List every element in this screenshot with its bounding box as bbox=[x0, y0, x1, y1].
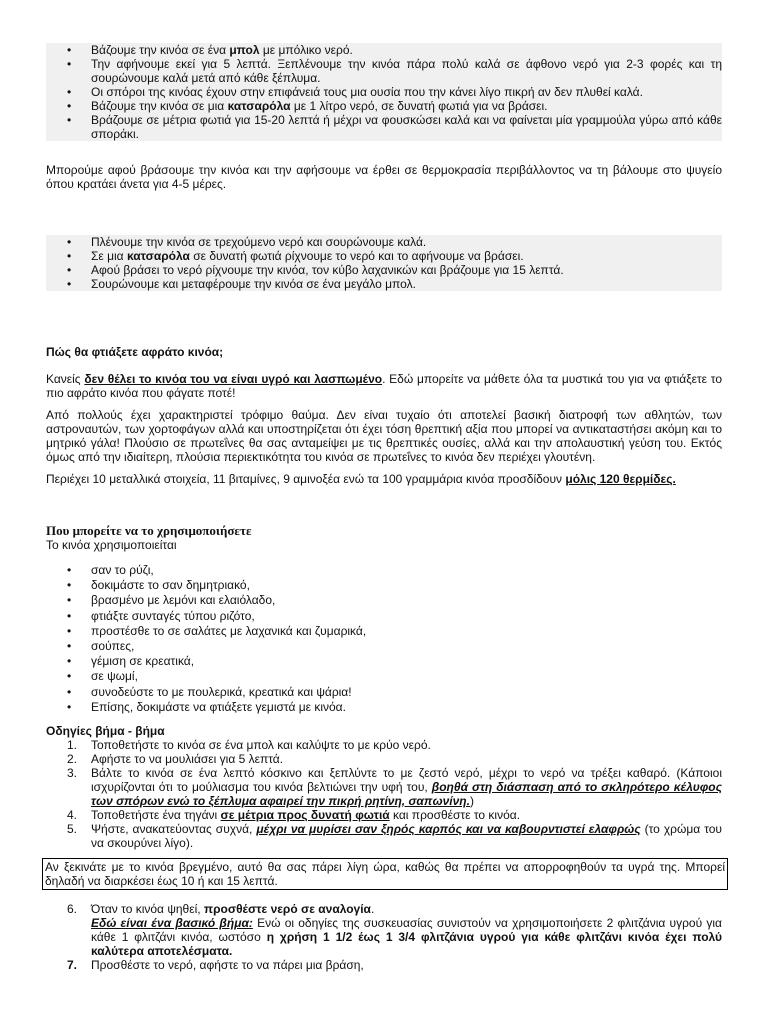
list-item bbox=[46, 99, 722, 113]
cooking-steps-list-2 bbox=[46, 235, 722, 291]
step-number: 7. bbox=[67, 958, 78, 972]
list-item: • Επίσης, δοκιμάστε να φτιάξετε γεμιστά με κινόα. bbox=[46, 700, 722, 715]
storage-paragraph bbox=[46, 163, 722, 191]
text-run: Όταν το κινόα ψηθεί, bbox=[91, 902, 204, 916]
list-item: • γέμιση σε κρεατικά, bbox=[46, 654, 722, 669]
text-run: Την αφήνουμε εκεί για 5 λεπτά. Ξεπλένουμε την κινόα πάρα πολύ καλά σε άφθονο νερό για 2-3 φορές και τη σουρώνουμε καλά μετά από κάθε ξέπλυμα. bbox=[91, 57, 722, 85]
uses-list bbox=[46, 563, 722, 715]
text-run: Τοποθετήστε το κινόα σε ένα μπολ και καλύψτε το με κρύο νερό. bbox=[91, 738, 431, 752]
bold-text: κατσαρόλα bbox=[227, 99, 291, 113]
list-item bbox=[46, 85, 722, 99]
uses-list-container bbox=[46, 563, 722, 715]
boxed-note-text: Αν ξεκινάτε με το κινόα βρεγμένο, αυτό θα σας πάρει λίγη ώρα, καθώς θα πρέπει να απορροφηθούν τα υγρά της. Μπορεί δηλαδή να διαρκέσει έως 10 ή και 15 λεπτά. bbox=[45, 860, 725, 888]
list-item: • προστέσθε το σε σαλάτες με λαχανικά και ζυμαρικά, bbox=[46, 624, 722, 639]
bold-text: η χρήση 1 1/2 έως 1 3/4 φλιτζάνια υγρού για κάθε φλιτζάνι κινόα έχει πολύ καλύτερα αποτελέσματα. bbox=[91, 930, 723, 958]
text-run: Από πολλούς έχει χαρακτηριστεί τρόφιμο θαύμα. Δεν είναι τυχαίο ότι αποτελεί βασική διατροφή των αθλητών, των αστροναυτών, των χορτοφάγων αλλά και υποστηρίζεται ότι έχει τόση θρεπτική αξία που μπορεί να αντικαταστήσει ακόμη και το μητρικό γάλα! Πλούσιο σε πρωτεΐνες θα σας ανταμείψει με τις θρεπτικές ουσίες, αλλά και την απολαυστική γεύση του. Εκτός όμως από την ιδιαίτερη, πλούσια περιεκτικότητα του κινόα σε πρωτεΐνες το κινόα δεν περιέχει γλουτένη. bbox=[46, 408, 722, 464]
steps-list-2 bbox=[46, 902, 722, 972]
emphasis-text: Εδώ είναι ένα βασικό βήμα: bbox=[91, 916, 253, 930]
step-item bbox=[46, 902, 722, 958]
text-run: Αφήστε το να μουλιάσει για 5 λεπτά. bbox=[91, 752, 284, 766]
list-item: • βρασμένο με λεμόνι και ελαιόλαδο, bbox=[46, 593, 722, 608]
steps-list bbox=[46, 738, 722, 850]
text-run: Βάζουμε την κινόα σε μια bbox=[91, 99, 228, 113]
list-item: • συνοδεύστε το με πουλερικά, κρεατικά και ψάρια! bbox=[46, 685, 722, 700]
text-run: Βράζουμε σε μέτρια φωτιά για 15-20 λεπτά ή μέχρι να φουσκώσει καλά και να φαίνεται μία γραμμούλα γύρω από κάθε σποράκι. bbox=[91, 113, 722, 141]
list-item bbox=[46, 113, 722, 141]
list-item: • σούπες, bbox=[46, 639, 722, 654]
text-run: . Εδώ μπορείτε να μάθετε όλα τα μυστικά του για να φτιάξετε το πιο αφράτο κινόα που φάγατε ποτέ! bbox=[46, 372, 723, 400]
text-run: με μπόλικο νερό. bbox=[259, 43, 353, 57]
bold-text: κατσαρόλα bbox=[126, 249, 190, 263]
step-item bbox=[46, 752, 722, 766]
list-item: • φτιάξτε συνταγές τύπου ριζότο, bbox=[46, 609, 722, 624]
text-run: Κανείς bbox=[46, 372, 85, 386]
text-run: Οι σπόροι της κινόας έχουν στην επιφάνειά τους μια ουσία που την κάνει λίγο πικρή αν δεν πλυθεί καλά. bbox=[91, 85, 643, 99]
text-run: . bbox=[370, 902, 375, 916]
list-item: • σαν το ρύζι, bbox=[46, 563, 722, 578]
step-number: 2. bbox=[67, 752, 78, 766]
text-run: (το χρώμα του να σκουρύνει λίγο). bbox=[91, 822, 722, 850]
text-run: Ενώ οι οδηγίες της συσκευασίας συνιστούν να χρησιμοποιήσετε 2 φλιτζάνια υγρού για κάθε 1 φλιτζάνι κινόα, ωστόσο bbox=[91, 916, 722, 944]
boxed-note bbox=[42, 858, 728, 890]
emphasis-text: δεν θέλει το κινόα του να είναι υγρό και λασπωμένο bbox=[84, 372, 383, 386]
paragraph bbox=[46, 408, 722, 464]
bold-text: προσθέστε νερό σε αναλογία bbox=[203, 902, 371, 916]
emphasis-text: μόλις 120 θερμίδες. bbox=[565, 472, 676, 486]
step-number: 4. bbox=[67, 808, 78, 822]
emphasis-text: βοηθά στη διάσπαση από το σκληρότερο κέλυφος των σπόρων ενώ το ξέπλυμα αφαιρεί την πικρή ρητίνη, σαπωνίνη. bbox=[91, 780, 722, 808]
fluffy-quinoa-section bbox=[46, 372, 722, 494]
step-item bbox=[46, 808, 722, 822]
emphasis-text: σε μέτρια προς δυνατή φωτιά bbox=[220, 808, 390, 822]
text-run: Περιέχει 10 μεταλλικά στοιχεία, 11 βιταμίνες, 9 αμινοξέα ενώ τα 100 γραμμάρια κινόα προσδίδουν bbox=[46, 472, 566, 486]
text-run: σε δυνατή φωτιά ρίχνουμε το νερό και το αφήνουμε να βράσει. bbox=[189, 249, 524, 263]
text-run: Σε μια bbox=[91, 249, 127, 263]
list-item bbox=[46, 43, 722, 57]
text-run: Αφού βράσει το νερό ρίχνουμε την κινόα, τον κύβο λαχανικών και βράζουμε για 15 λεπτά. bbox=[91, 263, 564, 277]
step-item bbox=[46, 738, 722, 752]
step-number: 5. bbox=[67, 822, 78, 836]
fluffy-quinoa-heading: Πώς θα φτιάξετε αφράτο κινόα; bbox=[46, 345, 224, 359]
steps-section bbox=[46, 724, 722, 850]
list-item bbox=[46, 249, 722, 263]
list-item bbox=[46, 263, 722, 277]
step-number: 6. bbox=[67, 902, 78, 916]
text-run: ) bbox=[469, 794, 474, 808]
uses-section bbox=[46, 524, 722, 552]
step-item bbox=[46, 766, 722, 808]
text-run: Βάζουμε την κινόα σε ένα bbox=[91, 43, 230, 57]
steps-section-2 bbox=[46, 902, 722, 972]
list-item bbox=[46, 277, 722, 291]
bold-text: μπολ bbox=[229, 43, 260, 57]
step-number: 3. bbox=[67, 766, 78, 780]
emphasis-text: μέχρι να μυρίσει σαν ξηρός καρπός και να καβουρντιστεί ελαφρώς bbox=[256, 822, 641, 836]
steps-heading: Οδηγίες βήμα - βήμα bbox=[46, 724, 165, 738]
text-run: και προσθέστε το κινόα. bbox=[389, 808, 521, 822]
list-item bbox=[46, 57, 722, 85]
paragraph bbox=[46, 472, 722, 486]
text-run: Ψήστε, ανακατεύοντας συχνά, bbox=[91, 822, 257, 836]
text-run: Τοποθετήστε ένα τηγάνι bbox=[91, 808, 221, 822]
step-item bbox=[46, 958, 722, 972]
paragraph bbox=[46, 372, 722, 400]
uses-heading: Που μπορείτε να το χρησιμοποιήσετε bbox=[46, 523, 252, 538]
list-item: • σε ψωμί, bbox=[46, 669, 722, 684]
step-item bbox=[46, 822, 722, 850]
text-run: Προσθέστε το νερό, αφήστε το να πάρει μια βράση, bbox=[91, 958, 364, 972]
text-run: με 1 λίτρο νερό, σε δυνατή φωτιά για να βράσει. bbox=[290, 99, 548, 113]
list-item bbox=[46, 235, 722, 249]
storage-text: Μπορούμε αφού βράσουμε την κινόα και την αφήσουμε να έρθει σε θερμοκρασία περιβάλλοντος να τη βάλουμε στο ψυγείο όπου κρατάει άνετα για 4-5 μέρες. bbox=[46, 163, 722, 191]
cooking-steps-list-1 bbox=[46, 43, 722, 141]
uses-intro: Το κινόα χρησιμοποιείται bbox=[46, 538, 177, 552]
text-run: Σουρώνουμε και μεταφέρουμε την κινόα σε ένα μεγάλο μπολ. bbox=[91, 277, 416, 291]
step-number: 1. bbox=[67, 738, 78, 752]
text-run: Πλένουμε την κινόα σε τρεχούμενο νερό και σουρώνουμε καλά. bbox=[91, 235, 427, 249]
list-item: • δοκιμάστε το σαν δημητριακό, bbox=[46, 578, 722, 593]
text-run: Βάλτε το κινόα σε ένα λεπτό κόσκινο και ξεπλύντε το με ζεστό νερό, μέχρι το νερό να τρέξει καθαρό. (Κάποιοι ισχυρίζονται ότι το μούλιασμα του κινόα βελτιώνει την υφή του, bbox=[91, 766, 722, 794]
boxed-note-wrapper bbox=[46, 858, 728, 890]
